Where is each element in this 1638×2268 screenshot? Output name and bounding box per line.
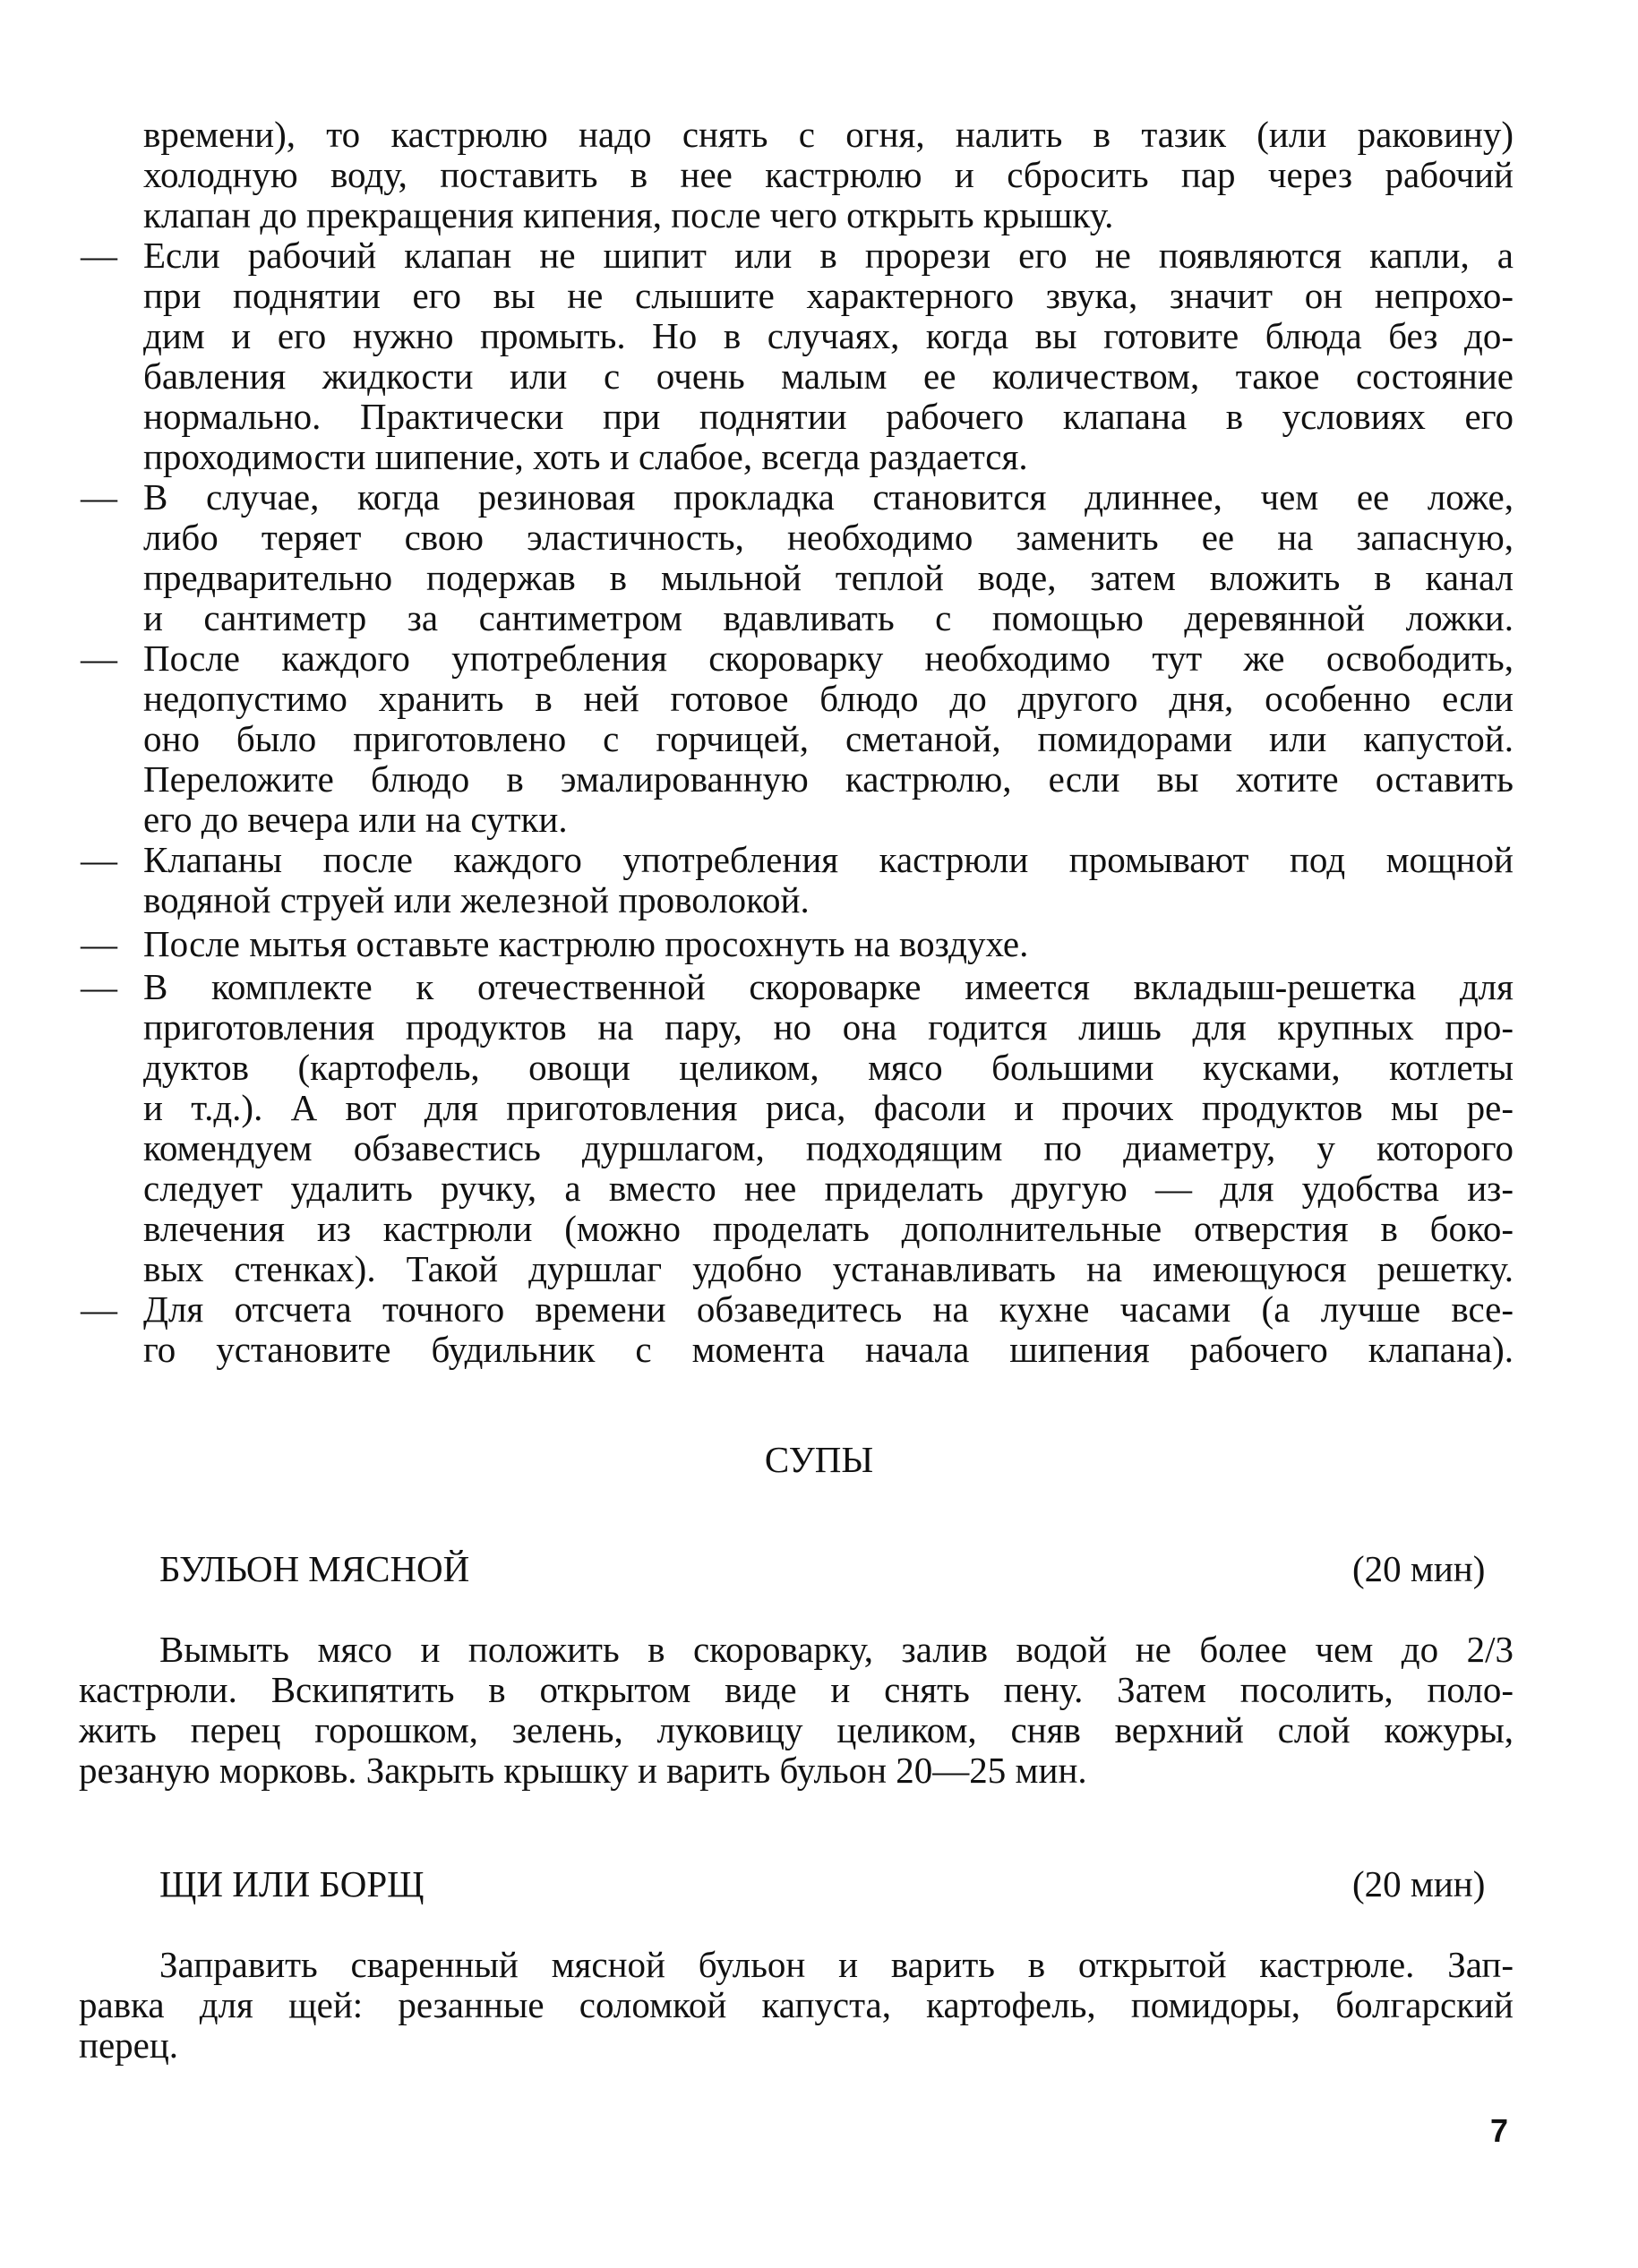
list-item-line: нормально. Практически при поднятии рабочего клапана в условиях его (143, 396, 1514, 437)
list-item-line: Переложите блюдо в эмалированную кастрюлю, если вы хотите оставить (143, 758, 1514, 800)
recipe-text-line: равка для щей: резанные соломкой капуста, картофель, помидоры, болгарский (79, 1984, 1514, 2025)
list-item-line: приготовления продуктов на пару, но она годится лишь для крупных про- (143, 1006, 1514, 1048)
recipe-text-line: Заправить сваренный мясной бульон и варить в открытой кастрюле. Зап- (159, 1944, 1514, 1985)
list-item-line: либо теряет свою эластичность, необходимо заменить ее на запасную, (143, 517, 1514, 558)
list-item-line: вых стенках). Такой дуршлаг удобно устанавливать на имеющуюся решетку. (143, 1248, 1514, 1289)
list-item-line: Для отсчета точного времени обзаведитесь на кухне часами (а лучше все- (143, 1288, 1514, 1330)
list-item-line: водяной струей или железной проволокой. (143, 879, 810, 920)
list-item-line: го установите будильник с момента начала шипения рабочего клапана). (143, 1329, 1514, 1370)
list-item-line: проходимости шипение, хоть и слабое, всегда раздается. (143, 436, 1028, 477)
list-item-line: комендуем обзавестись дуршлагом, подходящим по диаметру, у которого (143, 1127, 1514, 1168)
list-item-line: Клапаны после каждого употребления кастрюли промывают под мощной (143, 839, 1514, 880)
list-item-line: Если рабочий клапан не шипит или в прорези его не появляются капли, а (143, 235, 1514, 276)
list-item-line: и сантиметр за сантиметром вдавливать с помощью деревянной ложки. (143, 597, 1514, 638)
list-item-line: дим и его нужно промыть. Но в случаях, когда вы готовите блюда без до- (143, 315, 1514, 356)
list-item-line: следует удалить ручку, а вместо нее приделать другую — для удобства из- (143, 1168, 1514, 1209)
list-item-line: предварительно подержав в мыльной теплой воде, затем вложить в канал (143, 557, 1514, 598)
list-dash: — (81, 839, 117, 880)
list-item-line: его до вечера или на сутки. (143, 799, 568, 840)
list-item-line: дуктов (картофель, овощи целиком, мясо большими кусками, котлеты (143, 1047, 1514, 1088)
list-item-line: недопустимо хранить в ней готовое блюдо до другого дня, особенно если (143, 678, 1514, 719)
list-item-line: После каждого употребления скороварку необходимо тут же освободить, (143, 638, 1514, 679)
list-item-line: После мытья оставьте кастрюлю просохнуть на воздухе. (143, 923, 1029, 964)
recipe-title: ЩИ ИЛИ БОРЩ (159, 1863, 425, 1904)
recipe-text-line: кастрюли. Вскипятить в открытом виде и снять пену. Затем посолить, поло- (79, 1669, 1514, 1710)
list-item-line: и т.д.). А вот для приготовления риса, фасоли и прочих продуктов мы ре- (143, 1087, 1514, 1128)
intro-line: времени), то кастрюлю надо снять с огня, налить в тазик (или раковину) (143, 114, 1514, 155)
list-item-line: бавления жидкости или с очень малым ее количеством, такое состояние (143, 355, 1514, 397)
recipe-text-line: жить перец горошком, зелень, луковицу целиком, сняв верхний слой кожуры, (79, 1709, 1514, 1750)
intro-line: клапан до прекращения кипения, после чего открыть крышку. (143, 194, 1114, 235)
list-item-line: В случае, когда резиновая прокладка становится длиннее, чем ее ложе, (143, 476, 1514, 518)
list-dash: — (81, 638, 117, 679)
list-dash: — (81, 923, 117, 964)
list-dash: — (81, 966, 117, 1007)
recipe-title: БУЛЬОН МЯСНОЙ (159, 1548, 470, 1589)
list-dash: — (81, 476, 117, 518)
list-item-line: при поднятии его вы не слышите характерного звука, значит он непрохо- (143, 275, 1514, 316)
recipe-text-line: перец. (79, 2024, 179, 2066)
recipe-time: (20 мин) (1352, 1548, 1486, 1589)
page-number: 7 (1490, 2112, 1509, 2149)
recipe-text-line: Вымыть мясо и положить в скороварку, залив водой не более чем до 2/3 (159, 1629, 1514, 1670)
list-item-line: В комплекте к отечественной скороварке имеется вкладыш-решетка для (143, 966, 1514, 1007)
section-title: СУПЫ (764, 1439, 874, 1480)
intro-line: холодную воду, поставить в нее кастрюлю и сбросить пар через рабочий (143, 154, 1514, 195)
list-dash: — (81, 1288, 117, 1330)
recipe-text-line: резаную морковь. Закрыть крышку и варить бульон 20—25 мин. (79, 1750, 1087, 1791)
list-item-line: влечения из кастрюли (можно проделать дополнительные отверстия в боко- (143, 1208, 1514, 1249)
list-dash: — (81, 235, 117, 276)
list-item-line: оно было приготовлено с горчицей, сметаной, помидорами или капустой. (143, 718, 1514, 759)
recipe-time: (20 мин) (1352, 1863, 1486, 1904)
